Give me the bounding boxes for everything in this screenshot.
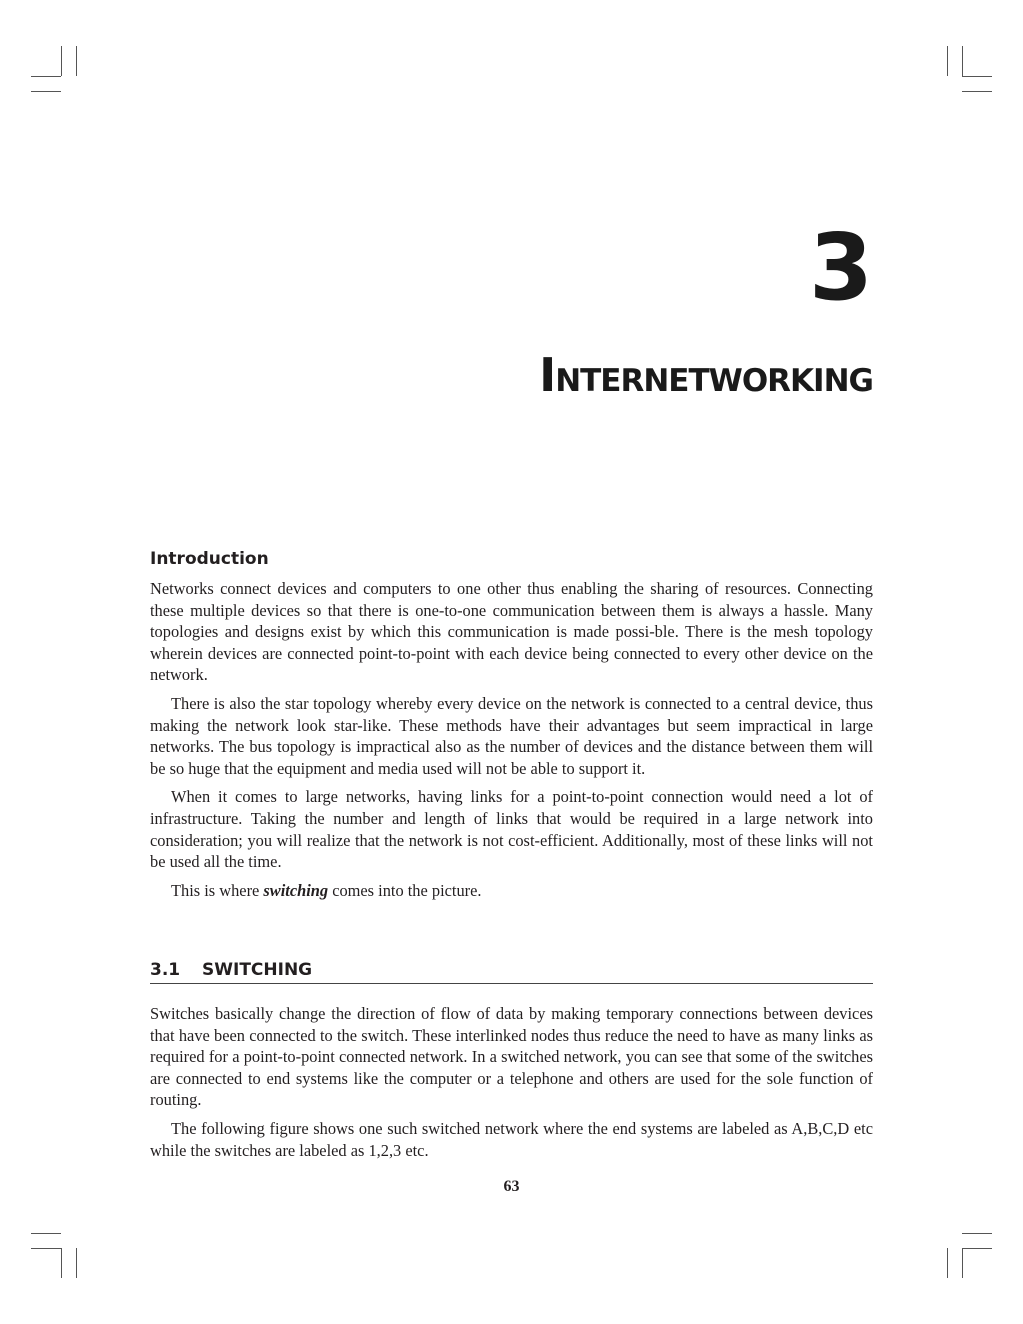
chapter-title-initial: I [539, 348, 556, 402]
page-number: 63 [503, 1178, 520, 1195]
intro-text: This is where [171, 880, 264, 900]
crop-mark [947, 1248, 948, 1278]
chapter-title-rest: NTERNETWORKING [555, 363, 873, 399]
intro-paragraph: Networks connect devices and computers to one other thus enabling the sharing of resources. Connecting these multiple devices so that there is one-to-one communication between them is always a hassle. Many topologies and designs exist by which this communication is made possi-ble. There is the mesh topology wherein devices are connected point-to-point with each device being connected to every other device on the network. [150, 579, 873, 685]
intro-paragraph: When it comes to large networks, having links for a point-to-point connection would need a lot of infrastructure. Taking the number and length of links that would be required in a large network into consideration; you will realize that the network is not cost-efficient. Additionally, most of these links will not be used all the time. [150, 787, 873, 872]
crop-mark [61, 46, 62, 76]
chapter-number: 3 [808, 214, 873, 321]
crop-mark [31, 76, 61, 77]
intro-paragraph [150, 880, 873, 902]
section-title: SWITCHING [202, 960, 313, 980]
crop-mark [76, 1248, 77, 1278]
introduction-heading: Introduction [150, 549, 269, 569]
introduction-section [150, 548, 873, 908]
crop-mark [31, 91, 61, 92]
crop-mark [962, 46, 963, 76]
crop-mark [962, 76, 992, 77]
section-heading [150, 959, 873, 984]
crop-mark [31, 1248, 61, 1249]
crop-mark [962, 91, 992, 92]
section-paragraph: Switches basically change the direction of flow of data by making temporary connections between devices that have been connected to the switch. These interlinked nodes thus reduce the need to have as many links as required for a point-to-point connected network. In a switched network, you can see that some of the switches are connected to end systems like the computer or a telephone and others are used for the sole function of routing. [150, 1004, 873, 1110]
section-paragraph: The following figure shows one such switched network where the end systems are labeled as A,B,C,D etc while the switches are labeled as 1,2,3 etc. [150, 1118, 873, 1160]
crop-mark [31, 1233, 61, 1234]
crop-mark [61, 1248, 62, 1278]
switching-section [150, 959, 873, 1168]
crop-mark [76, 46, 77, 76]
crop-mark [947, 46, 948, 76]
chapter-title [539, 348, 873, 402]
emphasis-term: switching [263, 880, 329, 900]
crop-mark [962, 1233, 992, 1234]
intro-paragraph: There is also the star topology whereby every device on the network is connected to a central device, thus making the network look star-like. These methods have their advantages but seem impractical in large networks. The bus topology is impractical also as the number of devices and the distance between them will be so huge that the equipment and media used will not be able to support it. [150, 693, 873, 778]
intro-text: comes into the picture. [328, 880, 482, 900]
crop-mark [962, 1248, 992, 1249]
section-number: 3.1 [150, 960, 181, 980]
crop-mark [962, 1248, 963, 1278]
